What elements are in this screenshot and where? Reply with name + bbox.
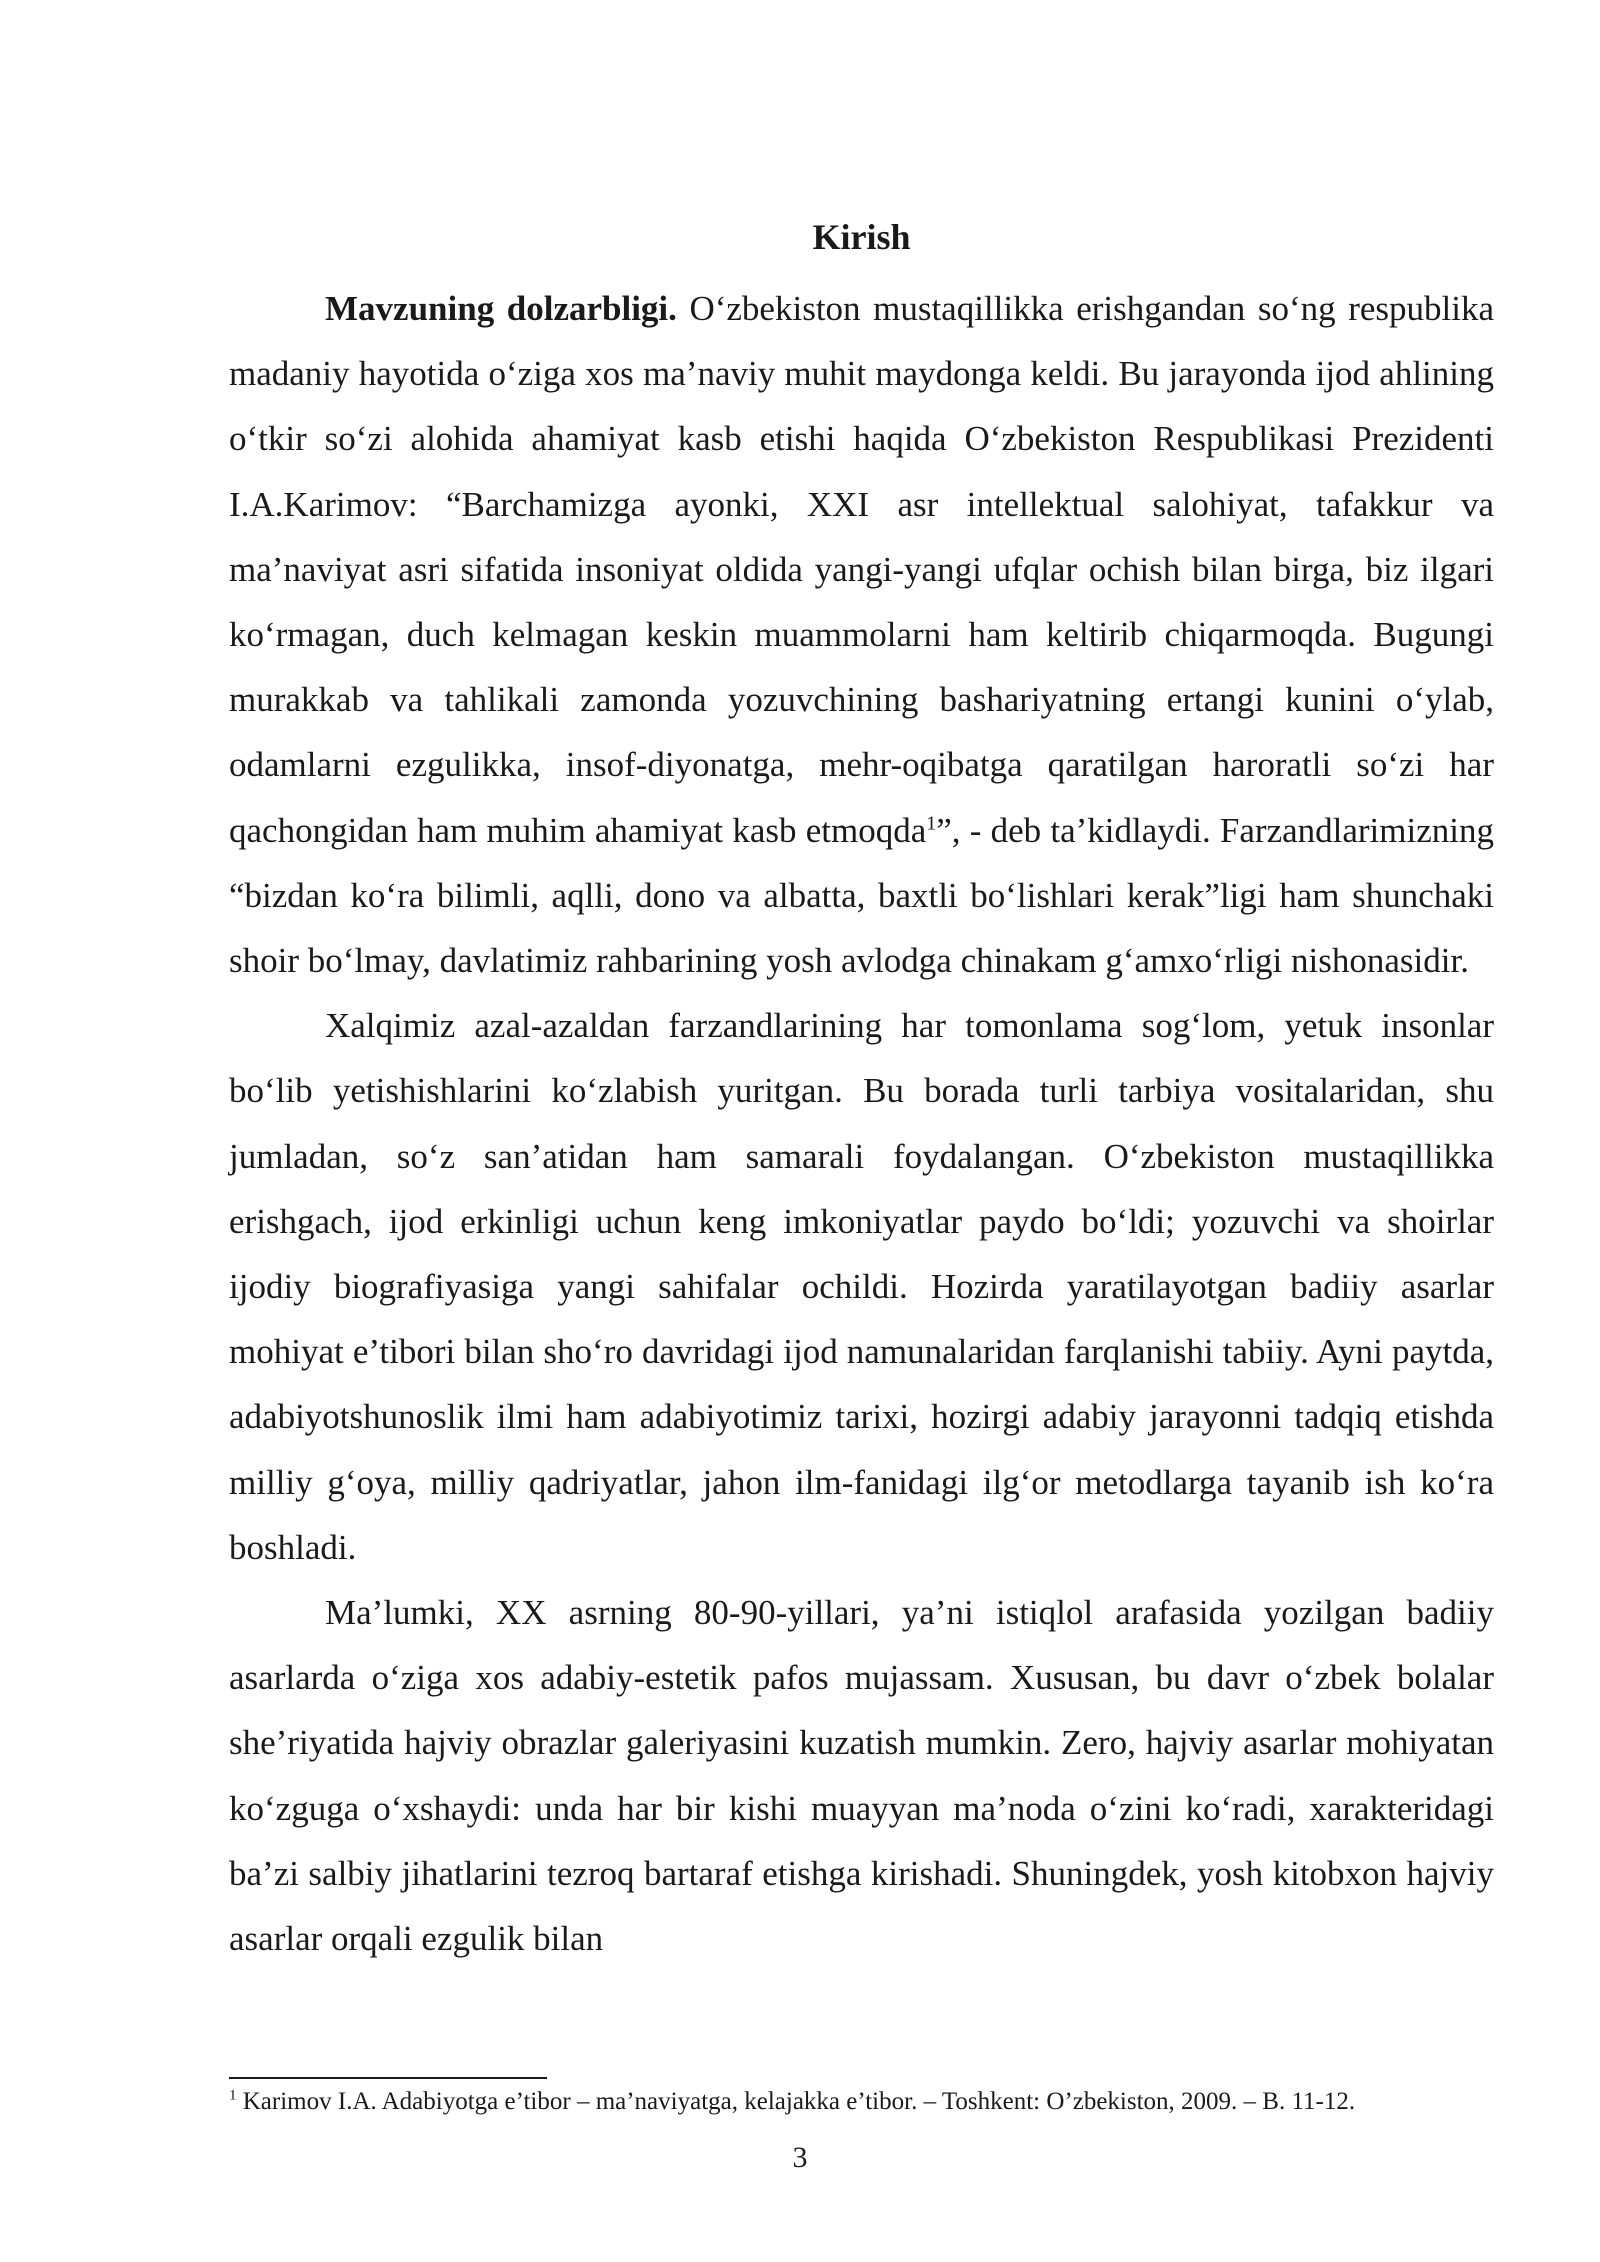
section-lead-heading: Mavzuning dolzarbligi.	[325, 289, 677, 328]
paragraph-text-continued: ”, - deb ta’kidlaydi. Farzandlarimizning “bizdan ko‘ra bilimli, aqlli, dono va albatta, baxtli bo‘lishlari kerak”ligi ham shunchaki shoir bo‘lmay, davlatimiz rahbarining yosh avlodga chinakam g‘amxo‘rligi nishonasidir.	[229, 810, 1494, 981]
paragraph-satire: Ma’lumki, XX asrning 80-90-yillari, ya’ni istiqlol arafasida yozilgan badiiy asarlarda o‘ziga xos adabiy-estetik pafos mujassam. Xususan, bu davr o‘zbek bolalar she’riyatida hajviy obrazlar galeriyasini kuzatish mumkin. Zero, hajviy asarlar mohiyatan ko‘zguga o‘xshaydi: unda har bir kishi muayyan ma’noda o‘zini ko‘radi, xarakteridagi ba’zi salbiy jihatlarini tezroq bartaraf etishga kirishadi. Shuningdek, yosh kitobxon hajviy asarlar orqali ezgulik bilan	[229, 1593, 1494, 1959]
footnote-reference[interactable]: 1	[926, 811, 937, 834]
paragraph-relevance	[229, 276, 1494, 993]
footnote	[229, 2084, 1494, 2120]
paragraph-nation: Xalqimiz azal-azaldan farzandlarining har tomonlama sog‘lom, yetuk insonlar bo‘lib yetishishlarini ko‘zlabish yuritgan. Bu borada turli tarbiya vositalaridan, shu jumladan, so‘z san’atidan ham samarali foydalangan. O‘zbekiston mustaqillikka erishgach, ijod erkinligi uchun keng imkoniyatlar paydo bo‘ldi; yozuvchi va shoirlar ijodiy biografiyasiga yangi sahifalar ochildi. Hozirda yaratilayotgan badiiy asarlar mohiyat e’tibori bilan sho‘ro davridagi ijod namunalaridan farqlanishi tabiiy. Ayni paytda, adabiyotshunoslik ilmi ham adabiyotimiz tarixi, hozirgi adabiy jarayonni tadqiq etishda milliy g‘oya, milliy qadriyatlar, jahon ilm-fanidagi ilg‘or metodlarga tayanib ish ko‘ra boshladi.	[229, 1006, 1494, 1567]
page-body	[229, 210, 1494, 1971]
paragraph-text: O‘zbekiston mustaqillikka erishgandan so‘ng respublika madaniy hayotida o‘ziga xos ma’naviy muhit maydonga keldi. Bu jarayonda ijod ahlining o‘tkir so‘zi alohida ahamiyat kasb etishi haqida O‘zbekiston Respublikasi Prezidenti I.A.Karimov: “Barchamizga ayonki, XXI asr intellektual salohiyat, tafakkur va ma’naviyat asri sifatida insoniyat oldida yangi-yangi ufqlar ochish bilan birga, biz ilgari ko‘rmagan, duch kelmagan keskin muammolarni ham keltirib chiqarmoqda. Bugungi murakkab va tahlikali zamonda yozuvchining bashariyatning ertangi kunini o‘ylab, odamlarni ezgulikka, insof-diyonatga, mehr-oqibatga qaratilgan haroratli so‘zi har qachongidan ham muhim ahamiyat kasb etmoqda	[229, 289, 1494, 850]
page-title: Kirish	[812, 217, 911, 257]
footnote-mark: 1	[229, 2087, 237, 2104]
footnote-text: Karimov I.A. Adabiyotga e’tibor – ma’naviyatga, kelajakka e’tibor. – Toshkent: O’zbekiston, 2009. – B. 11-12.	[236, 2088, 1356, 2115]
footnote-divider	[229, 2077, 547, 2079]
page-number: 3	[792, 2141, 808, 2174]
